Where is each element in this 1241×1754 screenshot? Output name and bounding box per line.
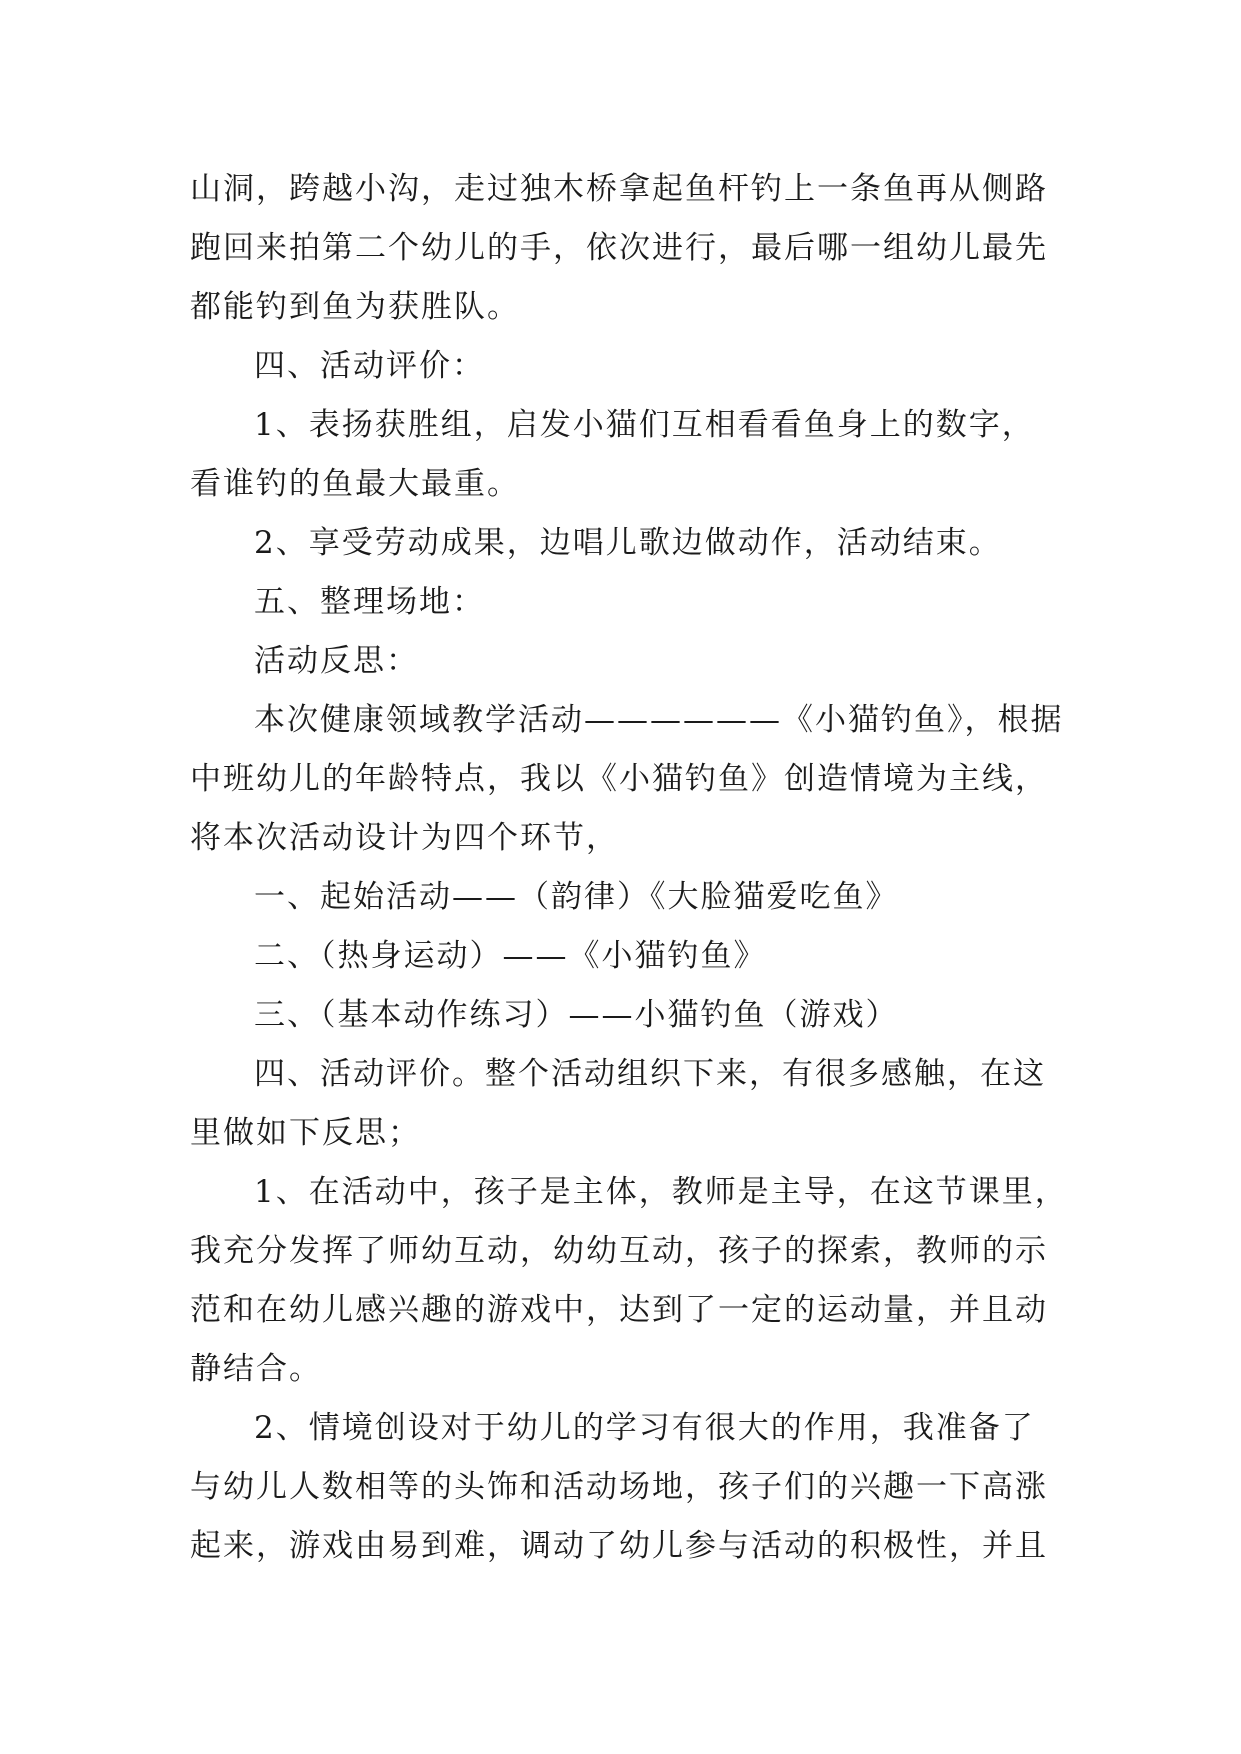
text-line: 本次健康领域教学活动——————《小猫钓鱼》，根据	[254, 702, 1064, 738]
text-line: 三、（基本动作练习）——小猫钓鱼（游戏）	[254, 997, 899, 1033]
text-line: 山洞，跨越小沟，走过独木桥拿起鱼杆钓上一条鱼再从侧路	[190, 171, 1048, 207]
text-line: 与幼儿人数相等的头饰和活动场地，孩子们的兴趣一下高涨	[190, 1469, 1048, 1505]
text-line: 静结合。	[190, 1351, 322, 1387]
text-line: 1、在活动中，孩子是主体，教师是主导，在这节课里，	[254, 1174, 1068, 1210]
text-line: 我充分发挥了师幼互动，幼幼互动，孩子的探索，教师的示	[190, 1233, 1048, 1269]
document-body	[190, 160, 1070, 1576]
text-line: 四、活动评价。整个活动组织下来，有很多感触，在这	[254, 1056, 1046, 1092]
text-line: 中班幼儿的年龄特点，我以《小猫钓鱼》创造情境为主线，	[190, 761, 1048, 797]
text-line: 1、表扬获胜组，启发小猫们互相看看鱼身上的数字，	[254, 407, 1035, 443]
text-line: 二、（热身运动）——《小猫钓鱼》	[254, 938, 767, 974]
text-line: 四、活动评价：	[254, 348, 485, 384]
text-line: 2、享受劳动成果，边唱儿歌边做动作，活动结束。	[254, 525, 1002, 561]
text-line: 跑回来拍第二个幼儿的手，依次进行，最后哪一组幼儿最先	[190, 230, 1048, 266]
text-line: 活动反思：	[254, 643, 419, 679]
text-line: 范和在幼儿感兴趣的游戏中，达到了一定的运动量，并且动	[190, 1292, 1048, 1328]
text-line: 2、情境创设对于幼儿的学习有很大的作用，我准备了	[254, 1410, 1035, 1446]
text-line: 一、起始活动——（韵律）《大脸猫爱吃鱼》	[254, 879, 899, 915]
text-line: 起来，游戏由易到难，调动了幼儿参与活动的积极性，并且	[190, 1528, 1048, 1564]
text-line: 五、整理场地：	[254, 584, 485, 620]
text-line: 里做如下反思；	[190, 1115, 421, 1151]
text-line: 将本次活动设计为四个环节，	[190, 820, 619, 856]
text-line: 都能钓到鱼为获胜队。	[190, 289, 520, 325]
text-line: 看谁钓的鱼最大最重。	[190, 466, 520, 502]
